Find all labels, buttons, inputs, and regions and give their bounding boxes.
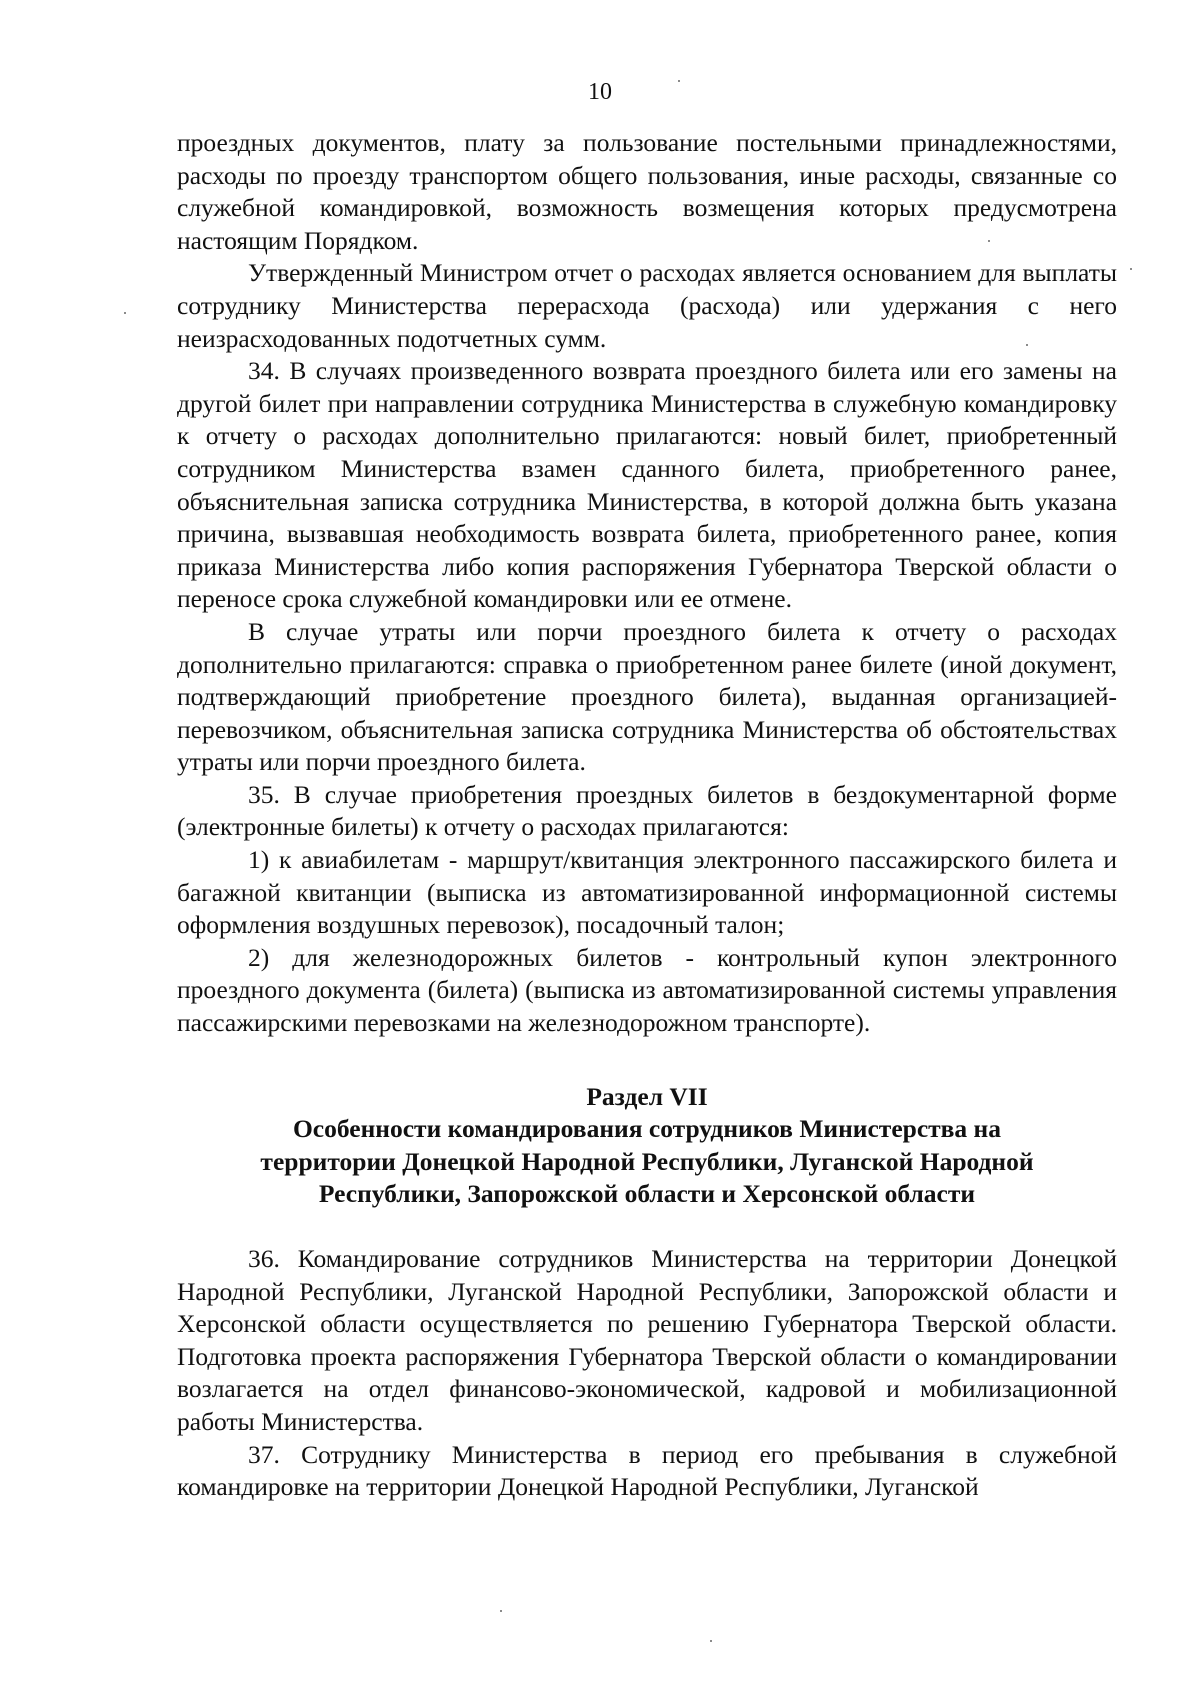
scan-speck — [710, 1640, 712, 1642]
scan-speck — [500, 1610, 502, 1612]
scan-speck — [678, 80, 680, 82]
paragraph-item-37: 37. Сотруднику Министерства в период его пребывания в служебной командировке на территории Донецкой Народной Республики, Луганской — [177, 1439, 1117, 1502]
scan-speck — [124, 312, 126, 314]
scan-speck — [1130, 268, 1132, 270]
section-title-line: Республики, Запорожской области и Херсонской области — [318, 1179, 976, 1209]
scan-speck — [1026, 344, 1028, 346]
paragraph-item-34: 34. В случаях произведенного возврата проездного билета или его замены на другой билет при направлении сотрудника Министерства в служебную командировку к отчету о расходах дополнительно прилагаются: новый билет, приобретенный сотрудником Министерства взамен сданного билета, приобретенного ранее, объяснительная записка сотрудника Министерства, в которой должна быть указана причина, вызвавшая необходимость возврата билета, приобретенного ранее, копия приказа Министерства либо копия распоряжения Губернатора Тверской области о переносе срока служебной командировки или ее отмене. — [177, 356, 1117, 614]
page-number: 10 — [588, 79, 612, 105]
scan-speck — [988, 240, 990, 242]
section-label: Раздел VII — [586, 1081, 708, 1111]
section-title-line: территории Донецкой Народной Республики, Луганской Народной — [260, 1146, 1034, 1176]
paragraph: Утвержденный Министром отчет о расходах является основанием для выплаты сотруднику Министерства перерасхода (расхода) или удержания с него неизрасходованных подотчетных сумм. — [177, 258, 1117, 353]
paragraph-item-35: 35. В случае приобретения проездных билетов в бездокументарной форме (электронные билеты) к отчету о расходах прилагаются: — [177, 779, 1117, 842]
list-item: 2) для железнодорожных билетов - контрольный купон электронного проездного документа (билета) (выписка из автоматизированной системы управления пассажирскими перевозками на железнодорожном транспорте). — [177, 942, 1117, 1038]
paragraph: В случае утраты или порчи проездного билета к отчету о расходах дополнительно прилагаются: справка о приобретенном ранее билете (иной документ, подтверждающий приобретение проездного билета), выданная организацией-перевозчиком, объяснительная записка сотрудника Министерства об обстоятельствах утраты или порчи проездного билета. — [177, 616, 1117, 777]
list-item: 1) к авиабилетам - маршрут/квитанция электронного пассажирского билета и багажной квитанции (выписка из автоматизированной информационной системы оформления воздушных перевозок), посадочный талон; — [177, 845, 1117, 940]
section-title-line: Особенности командирования сотрудников Министерства на — [292, 1114, 1002, 1144]
paragraph-item-36: 36. Командирование сотрудников Министерства на территории Донецкой Народной Республики, Луганской Народной Республики, Запорожской области и Херсонской области осуществляется по решению Губернатора Тверской области. Подготовка проекта распоряжения Губернатора Тверской области о командировании возлагается на отдел финансово-экономической, кадровой и мобилизационной работы Министерства. — [177, 1244, 1117, 1436]
document-body — [177, 127, 1117, 1504]
paragraph: проездных документов, плату за пользование постельными принадлежностями, расходы по проезду транспортом общего пользования, иные расходы, связанные со служебной командировкой, возможность возмещения которых предусмотрена настоящим Порядком. — [177, 128, 1117, 255]
section-heading — [177, 1081, 1117, 1211]
